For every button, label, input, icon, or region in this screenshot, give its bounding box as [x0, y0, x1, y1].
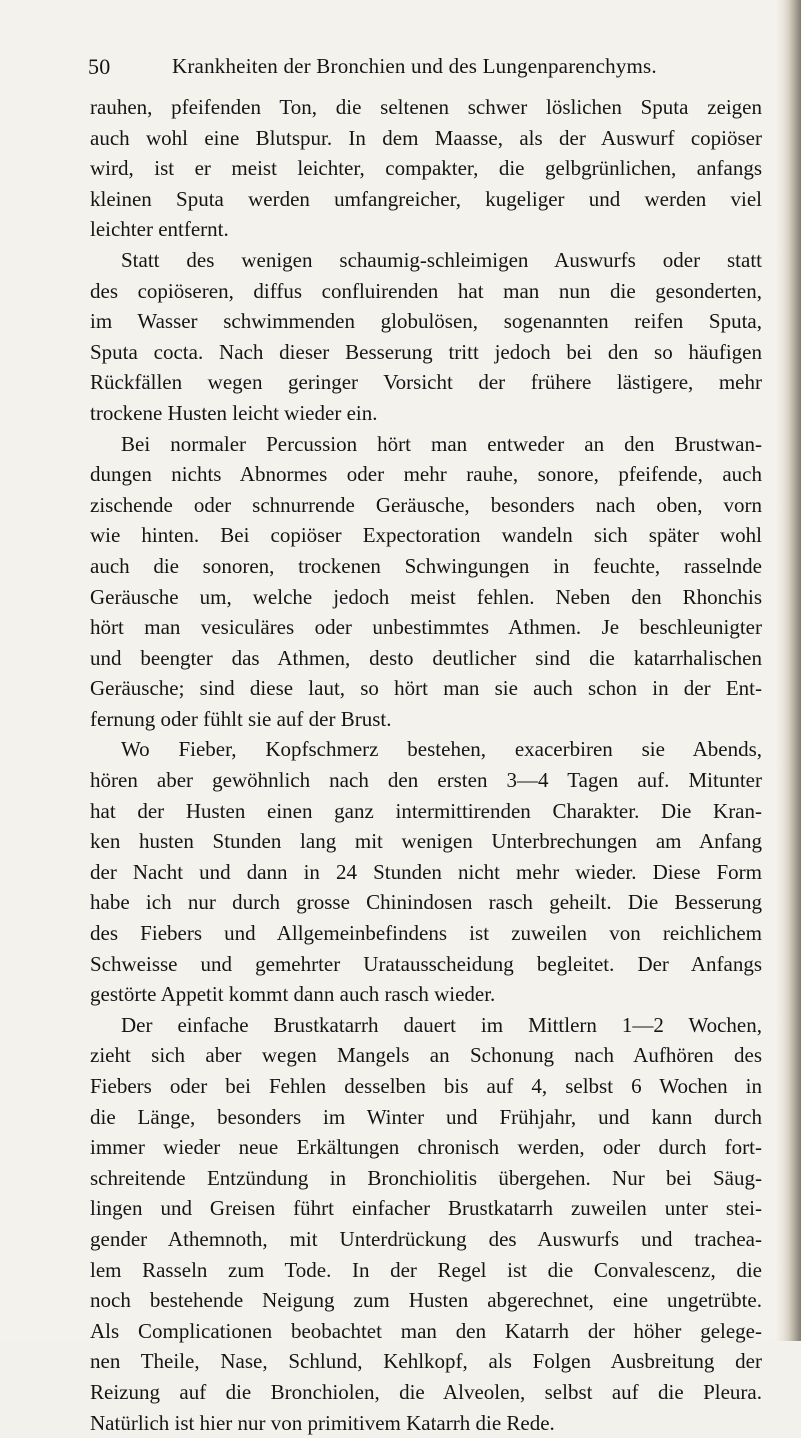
text-line: im Wasser schwimmenden globulösen, sogenannten reifen Sputa, [90, 309, 762, 334]
text-line: ken husten Stunden lang mit wenigen Unterbrechungen am Anfang [90, 829, 762, 854]
page-header [88, 54, 760, 82]
text-line: rauhen, pfeifenden Ton, die seltenen schwer löslichen Sputa zeigen [90, 95, 762, 119]
text-line: Bei normaler Percussion hört man entweder an den Brustwan- [121, 431, 762, 456]
text-line: gestörte Appetit kommt dann auch rasch wieder. [90, 982, 496, 1007]
text-line: Wo Fieber, Kopfschmerz bestehen, exacerbiren sie Abends, [121, 737, 762, 762]
text-line: Natürlich ist hier nur von primitivem Katarrh die Rede. [90, 1410, 555, 1435]
text-line: Der einfache Brustkatarrh dauert im Mittlern 1—2 Wochen, [121, 1012, 762, 1037]
text-line: Schweisse und gemehrter Uratausscheidung begleitet. Der Anfangs [90, 951, 762, 976]
text-line: leichter entfernt. [90, 217, 229, 242]
text-line: Sputa cocta. Nach dieser Besserung tritt jedoch bei den so häufigen [90, 339, 762, 364]
text-line: habe ich nur durch grosse Chinindosen rasch geheilt. Die Besserung [90, 890, 762, 915]
text-line: Geräusche um, welche jedoch meist fehlen. Neben den Rhonchis [90, 584, 762, 609]
text-line: Als Complicationen beobachtet man den Katarrh der höher gelege- [90, 1318, 762, 1343]
page-shadow-edge [775, 0, 801, 1341]
text-line: gender Athemnoth, mit Unterdrückung des Auswurfs und trachea- [90, 1226, 762, 1251]
text-line: wie hinten. Bei copiöser Expectoration wandeln sich später wohl [90, 523, 762, 548]
text-line: wird, ist er meist leichter, compakter, die gelbgrünlichen, anfangs [90, 156, 762, 181]
text-line: und beengter das Athmen, desto deutlicher sind die katarrhalischen [90, 645, 762, 670]
text-line: kleinen Sputa werden umfangreicher, kugeliger und werden viel [90, 186, 762, 211]
text-line: des Fiebers und Allgemeinbefindens ist zuweilen von reichlichem [90, 921, 762, 946]
text-line: lem Rasseln zum Tode. In der Regel ist die Convalescenz, die [90, 1257, 762, 1282]
text-line: der Nacht und dann in 24 Stunden nicht mehr wieder. Diese Form [90, 859, 762, 884]
text-line: immer wieder neue Erkältungen chronisch werden, oder durch fort- [90, 1135, 762, 1160]
text-line: zischende oder schnurrende Geräusche, besonders nach oben, vorn [90, 492, 762, 517]
text-line: des copiöseren, diffus confluirenden hat man nun die gesonderten, [90, 278, 762, 303]
text-line: lingen und Greisen führt einfacher Brustkatarrh zuweilen unter stei- [90, 1196, 762, 1221]
text-line: auch wohl eine Blutspur. In dem Maasse, als der Auswurf copiöser [90, 125, 762, 150]
text-line: Geräusche; sind diese laut, so hört man sie auch schon in der Ent- [90, 676, 762, 701]
text-line: hören aber gewöhnlich nach den ersten 3—4 Tagen auf. Mitunter [90, 768, 762, 793]
page-number: 50 [88, 54, 111, 79]
text-line: Rückfällen wegen geringer Vorsicht der frühere lästigere, mehr [90, 370, 762, 395]
text-line: Fiebers oder bei Fehlen desselben bis auf 4, selbst 6 Wochen in [90, 1074, 762, 1098]
text-line: trockene Husten leicht wieder ein. [90, 400, 378, 425]
text-line: schreitende Entzündung in Bronchiolitis übergehen. Nur bei Säug- [90, 1165, 762, 1190]
running-head: Krankheiten der Bronchien und des Lungenparenchyms. [172, 54, 657, 78]
text-line: Statt des wenigen schaumig-schleimigen Auswurfs oder statt [121, 247, 762, 272]
text-line: auch die sonoren, trockenen Schwingungen in feuchte, rasselnde [90, 553, 762, 578]
body-text [90, 92, 762, 1438]
text-line: fernung oder fühlt sie auf der Brust. [90, 706, 392, 731]
text-line: zieht sich aber wegen Mangels an Schonung nach Aufhören des [90, 1043, 762, 1068]
text-line: die Länge, besonders im Winter und Frühjahr, und kann durch [90, 1104, 762, 1129]
text-line: hat der Husten einen ganz intermittirenden Charakter. Die Kran- [90, 798, 762, 823]
text-line: hört man vesiculäres oder unbestimmtes Athmen. Je beschleunigter [90, 615, 762, 640]
text-line: dungen nichts Abnormes oder mehr rauhe, sonore, pfeifende, auch [90, 462, 762, 487]
text-line: Reizung auf die Bronchiolen, die Alveolen, selbst auf die Pleura. [90, 1379, 762, 1404]
text-line: noch bestehende Neigung zum Husten abgerechnet, eine ungetrübte. [90, 1288, 762, 1313]
text-line: nen Theile, Nase, Schlund, Kehlkopf, als Folgen Ausbreitung der [90, 1349, 762, 1374]
